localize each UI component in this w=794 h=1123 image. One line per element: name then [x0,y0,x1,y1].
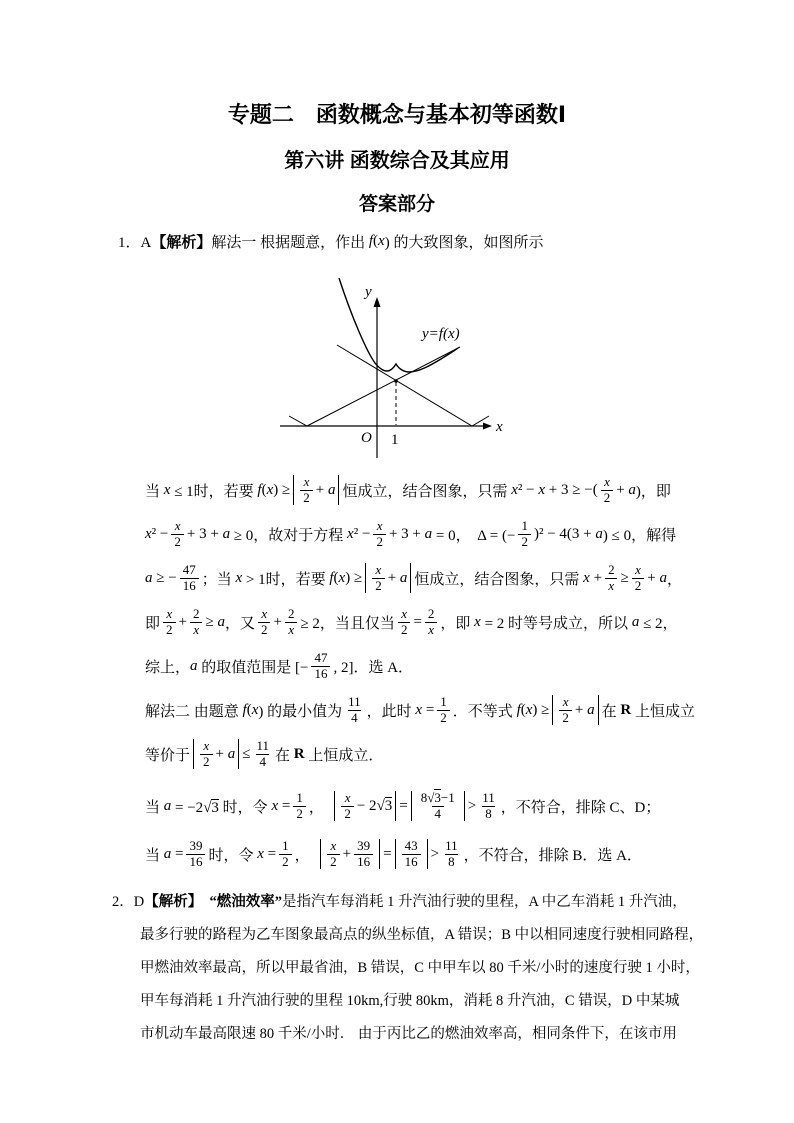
abs-line-left [289,347,460,426]
math-var: x [474,613,481,630]
fraction: $\frac{11}{8}$ [482,789,495,821]
math-var: a [631,613,640,630]
math-var: a [145,569,153,586]
bold-text: “燃油效率” [209,894,282,910]
fraction: $\frac{1}{2}$ [293,791,306,822]
text-run: 恒成立，结合图象，只需 [414,571,584,588]
text-run: + [178,613,187,630]
text-run: 1．A [118,234,152,251]
math-var: x [347,525,354,542]
math-line [145,784,775,828]
math-var: x [583,569,590,586]
fraction: $\frac{2}{x}$ [605,563,618,594]
text-run: = [383,845,392,862]
math-var: x [163,481,171,498]
text-run: 甲车每消耗 1 升汽油行驶的里程 10km,行驶 80km，消耗 8 升汽油，C 错误，D 中某城 [140,993,680,1009]
text-run: ≤ [242,745,251,762]
doc-title-main: 专题二 函数概念与基本初等函数Ⅰ [227,102,567,127]
text-run: + [315,481,328,498]
fraction: $\frac{x}{2}$ [163,607,176,638]
text-run: + [215,745,228,762]
math-var: a [227,745,236,762]
text-run: ≥ [205,613,218,630]
x-axis-arrow-icon [483,423,492,430]
math-var: x [271,797,279,814]
origin-label: O [361,430,372,446]
math-var: x [235,569,243,586]
text-run: 上恒成立 [631,703,695,720]
text-run: = [413,613,422,630]
math-var: f [242,701,247,718]
text-run: ( [520,701,526,718]
text-run: 解法一 根据题意，作出 [211,234,369,251]
abs-bar [395,791,396,821]
fraction: $\frac{2}{x}$ [425,607,438,638]
text-run: ( [246,701,252,718]
fraction: $\frac{1}{2}$ [518,519,531,550]
y-axis-label: y [365,284,372,300]
math-line [145,644,775,688]
text-run: = [263,845,277,862]
text-run: 上恒成立． [304,747,384,764]
fraction: $\frac{39}{16}$ [186,839,205,870]
text-run: ， [308,799,332,816]
text-run: = [278,797,291,814]
abs-bar [338,475,339,505]
text-run: ( [261,481,267,498]
math-var: x [338,569,346,586]
x-axis-label: x [496,419,503,435]
text-run: ) 的最小值为 [258,703,343,720]
text-run: ) ≥ [532,701,550,718]
x-tick-label: 1 [391,432,399,448]
paragraph-line [140,985,700,1018]
fraction: $\frac{2}{x}$ [190,607,203,638]
abs-bar [293,475,294,505]
text-run: ，又 [224,615,255,632]
math-var: f [516,701,521,718]
text-run: 当 [145,483,164,500]
math-var: a [587,701,595,718]
paragraph-line [140,952,700,985]
text-run: + 3 + [186,525,223,542]
fraction: $\frac{x}{2}$ [559,695,572,726]
text-run: ，即 [440,615,475,632]
fraction: $\frac{x}{2}$ [398,607,411,638]
math-line [145,600,775,644]
math-var: a [659,569,668,586]
text-run: ² − [517,481,539,498]
fraction: $\frac{1}{2}$ [437,695,450,726]
text-run: ) 的大致图象，如图所示 [384,234,544,251]
abs-bar [320,839,321,869]
abs-bar [395,839,396,869]
intersection-dot [394,379,398,383]
text-run: ≥ 2，当且仅当 [300,615,395,632]
math-var: a [163,797,172,814]
abs-bar [410,563,411,593]
text-run: 甲燃油效率最高，所以甲最省油，B 错误，C 中甲车以 80 千米/小时的速度行驶 1 小时， [140,960,700,976]
fraction: $\frac{x}{2}$ [171,519,184,550]
y-axis-arrow-icon [374,297,381,307]
text-run: )，即 [635,483,671,500]
fraction: $\frac{x}{2}$ [258,607,271,638]
text-run: 最多行驶的路程为乙车图象最高点的纵坐标值，A 错误；B 中以相同速度行驶相同路程， [140,927,704,943]
fraction: $\frac{x}{2}$ [327,839,340,870]
text-run: ．不等式 [452,703,517,720]
text-run: − 2√3 [356,797,393,814]
fraction: $\frac{8√3-1}{4}$ [420,789,455,821]
math-var: x [511,481,518,498]
text-run: 解法二 由题意 [145,703,243,720]
bold-text: R [620,701,632,718]
solution1-lines [0,468,794,876]
math-var: a [327,481,336,498]
fraction: $\frac{x}{2}$ [601,475,614,506]
text-run: = [399,797,408,814]
function-graph [277,270,557,460]
math-line [145,556,775,600]
text-run: + [616,481,629,498]
function-curve [339,278,458,372]
text-run: 2．D [112,894,145,910]
abs-bar [193,739,194,769]
math-line [145,732,775,776]
abs-bar [379,839,380,869]
fraction: $\frac{x}{2}$ [632,563,645,594]
function-graph-figure [277,270,557,460]
text-run: ， [667,571,683,588]
math-var: a [222,525,231,542]
text-run: ≤ 1时，若要 [170,483,258,500]
text-run: ≥ [620,569,629,586]
text-run: 的取值范围是 [− [197,659,309,676]
text-run: ² − [151,525,169,542]
text-run: 当 [145,847,164,864]
abs-bar [427,839,428,869]
abs-bar [365,563,366,593]
curve-label: y=f(x) [422,326,460,342]
abs-bar [464,791,465,821]
text-run: + [574,701,588,718]
text-run: ≥ 0，故对于方程 [230,527,348,544]
text-run: > 1时，若要 [242,571,330,588]
fraction: $\frac{11}{4}$ [256,737,269,769]
math-var: x [257,845,264,862]
text-run: = 2 时等号成立，所以 [480,615,632,632]
text-run: ，不符合，排除 C、D； [500,799,661,816]
bold-text: 【解析】 [144,894,195,910]
text-run: 即 [145,615,161,632]
text-run: ( [333,569,339,586]
math-var: x [415,701,423,718]
text-run: 市机动车最高限速 80 千米/小时． 由于丙比乙的燃油效率高，相同条件下，在该市用 [140,1026,677,1042]
text-run: , 2]．选 A． [333,659,414,676]
paragraph-line [140,919,704,952]
fraction: $\frac{1}{2}$ [279,839,292,870]
text-run: 恒成立，结合图象，只需 [342,483,512,500]
math-line [145,688,775,732]
fraction: $\frac{x}{2}$ [373,519,386,550]
math-var: f [329,569,334,586]
text-run: + [589,569,603,586]
math-var: a [399,569,408,586]
fraction: $\frac{2}{x}$ [285,607,298,638]
abs-line-right [337,345,489,426]
text-run: ) ≤ 0，解得 [602,527,677,544]
text-run: ，不符合，排除 B．选 A． [463,847,642,864]
text-run: > [430,845,440,862]
text-run: = [422,701,435,718]
math-var: a [595,525,603,542]
text-run [195,894,210,910]
text-run: = [171,845,184,862]
math-var: x [378,232,385,249]
abs-bar [598,695,599,725]
text-run: ) ≥ [345,569,363,586]
paragraph-line [140,1018,700,1051]
math-var: x [266,481,274,498]
text-run: ² − [353,525,371,542]
math-var: a [163,845,172,862]
math-var: a [217,613,225,630]
text-run: ≤ 2， [639,615,678,632]
paragraph-line [112,886,700,919]
text-run: ， [294,847,318,864]
math-var: a [190,657,198,674]
text-run: ≥ − [152,569,177,586]
abs-bar [411,791,412,821]
bold-text: R [293,745,305,762]
text-run: + [647,569,660,586]
math-var: x [525,701,533,718]
text-run: 时，令 [208,847,258,864]
math-var: f [257,481,262,498]
fraction: $\frac{x}{2}$ [341,791,354,822]
fraction: $\frac{47}{16}$ [180,563,199,594]
text-run: + [273,613,282,630]
text-run: ；当 [201,571,236,588]
math-var: x [145,525,152,542]
fraction: $\frac{x}{2}$ [300,475,313,506]
math-var: x [251,701,259,718]
math-var: a [424,525,433,542]
text-run: 在 [601,703,621,720]
fraction: $\frac{43}{16}$ [402,839,421,870]
text-run: ( [373,232,379,249]
text-run: + 3 ≥ −( [545,481,598,498]
text-run: 当 [145,799,164,816]
text-run: 是指汽车每消耗 1 升汽油行驶的里程，A 中乙车消耗 1 升汽油， [281,894,687,910]
math-line [145,512,775,556]
math-var: x [538,481,546,498]
text-run: )² − 4(3 + [533,525,596,542]
text-run: ，此时 [366,703,416,720]
text-run: = 0， Δ = (− [432,527,516,544]
fraction: $\frac{x}{2}$ [372,563,385,594]
math-line [145,832,775,876]
doc-title-sub: 第六讲 函数综合及其应用 [284,150,510,172]
text-run: = −2√3 时，令 [171,799,272,816]
math-var: a [628,481,636,498]
doc-title-answer-section: 答案部分 [358,194,435,215]
text-run: 等价于 [145,747,191,764]
text-run: > [467,797,477,814]
text-run: + 3 + [388,525,425,542]
abs-bar [238,739,239,769]
fraction: $\frac{11}{4}$ [348,693,361,725]
fraction: $\frac{47}{16}$ [311,651,330,682]
bold-text: 【解析】 [151,234,212,251]
text-run: ) ≥ [273,481,291,498]
text-run: 综上， [145,659,191,676]
text-run: 在 [275,747,294,764]
math-var: f [368,232,374,249]
math-line [145,468,775,512]
abs-bar [552,695,553,725]
solution2-lines [0,886,794,1051]
fraction: $\frac{39}{16}$ [354,839,373,870]
text-run: + [387,569,400,586]
abs-bar [334,791,335,821]
solution1-intro [118,230,794,252]
fraction: $\frac{11}{8}$ [445,837,458,869]
text-run: + [342,845,352,862]
fraction: $\frac{x}{2}$ [200,739,213,770]
